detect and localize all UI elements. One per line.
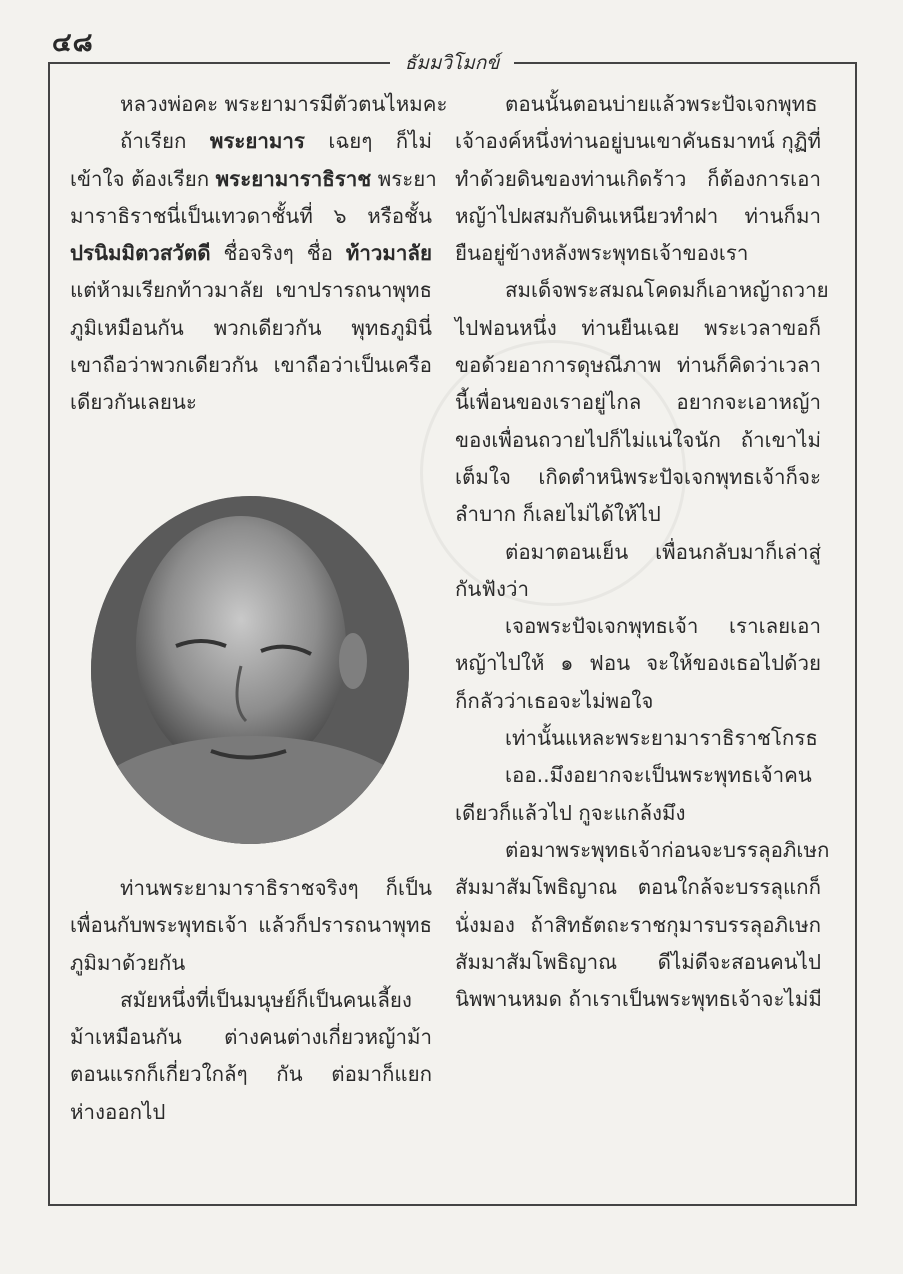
text-line: เขาถือว่าพวกเดียวกัน เขาถือว่าเป็นเครือ bbox=[70, 353, 432, 378]
text-line: เออ..มึงอยากจะเป็นพระพุทธเจ้าคน bbox=[505, 763, 812, 788]
text-line: กันฟังว่า bbox=[455, 576, 529, 601]
text-line: ของเพื่อนถวายไปก็ไม่แน่ใจนัก ถ้าเขาไม่ bbox=[455, 427, 821, 452]
monk-portrait-photo bbox=[91, 496, 409, 844]
bold-term: พระยามาราธิราช bbox=[215, 166, 372, 191]
text-line: เจ้าองค์หนึ่งท่านอยู่บนเขาคันธมาทน์ กุฏิที่ bbox=[455, 129, 822, 154]
text-line: ภูมิมาด้วยกัน bbox=[70, 950, 186, 975]
text-line: หลวงพ่อคะ พระยามารมีตัวตนไหมคะ bbox=[120, 92, 448, 116]
text-line: ท่านพระยามาราธิราชจริงๆ ก็เป็น bbox=[120, 876, 432, 900]
bold-term: พระยามาร bbox=[209, 129, 305, 154]
text-line: ทำด้วยดินของท่านเกิดร้าว ก็ต้องการเอา bbox=[455, 166, 821, 191]
text-line: สมเด็จพระสมณโคดมก็เอาหญ้าถวาย bbox=[505, 278, 829, 303]
text-line: แต่ห้ามเรียกท้าวมาลัย เขาปรารถนาพุทธ bbox=[70, 278, 432, 303]
text-line: ปรนิมมิตวสวัตดี ชื่อจริงๆ ชื่อ ท้าวมาลัย bbox=[70, 241, 432, 266]
text-line: ภูมิเหมือนกัน พวกเดียวกัน พุทธภูมินี่ bbox=[70, 315, 432, 340]
text-line: เดียวก็แล้วไป กูจะแกล้งมึง bbox=[455, 800, 686, 825]
text-line: ต่อมาพระพุทธเจ้าก่อนจะบรรลุอภิเษก bbox=[505, 837, 830, 862]
page-number: ๔๘ bbox=[52, 28, 94, 58]
text-line: ถ้าเรียก พระยามาร เฉยๆ ก็ไม่ bbox=[120, 129, 433, 154]
running-header: ธัมมวิโมกข์ bbox=[404, 52, 500, 74]
text-line: ลำบาก ก็เลยไม่ได้ให้ไป bbox=[455, 502, 661, 527]
text-line: นี้เพื่อนของเราอยู่ไกล อยากจะเอาหญ้า bbox=[455, 390, 821, 415]
text-line: ห่างออกไป bbox=[70, 1099, 166, 1124]
text-line: ตอนนั้นตอนบ่ายแล้วพระปัจเจกพุทธ bbox=[505, 92, 818, 116]
text-line: เดียวกันเลยนะ bbox=[70, 390, 197, 415]
text-line: นั่งมอง ถ้าสิทธัตถะราชกุมารบรรลุอภิเษก bbox=[455, 912, 821, 937]
text-line: ยืนอยู่ข้างหลังพระพุทธเจ้าของเรา bbox=[455, 241, 749, 266]
text-line: สัมมาสัมโพธิญาณ ตอนใกล้จะบรรลุแกก็ bbox=[455, 875, 821, 900]
left-column-top bbox=[70, 86, 448, 422]
text-line: สัมมาสัมโพธิญาณ ดีไม่ดีจะสอนคนไป bbox=[455, 949, 821, 974]
text-line: หญ้าไปผสมกับดินเหนียวทำฝา ท่านก็มา bbox=[455, 203, 821, 228]
bold-term: ท้าวมาลัย bbox=[345, 241, 432, 266]
text-line: เพื่อนกับพระพุทธเจ้า แล้วก็ปรารถนาพุทธ bbox=[70, 913, 432, 938]
text-line: ไปฟอนหนึ่ง ท่านยืนเฉย พระเวลาขอก็ bbox=[455, 315, 821, 340]
text-line: สมัยหนึ่งที่เป็นมนุษย์ก็เป็นคนเลี้ยง bbox=[120, 987, 412, 1012]
text-line: หญ้าไปให้ ๑ ฟอน จะให้ของเธอไปด้วย bbox=[455, 651, 821, 676]
bold-term: ปรนิมมิตวสวัตดี bbox=[70, 241, 211, 266]
text-line: ม้าเหมือนกัน ต่างคนต่างเกี่ยวหญ้าม้า bbox=[70, 1025, 432, 1050]
text-line: เท่านั้นแหละพระยามาราธิราชโกรธ bbox=[505, 726, 818, 751]
text-line: เข้าใจ ต้องเรียก พระยามาราธิราช พระยา bbox=[70, 166, 437, 191]
right-column bbox=[455, 86, 830, 1018]
text-line: ตอนแรกก็เกี่ยวใกล้ๆ กัน ต่อมาก็แยก bbox=[70, 1062, 432, 1087]
text-line: มาราธิราชนี่เป็นเทวดาชั้นที่ ๖ หรือชั้น bbox=[70, 203, 432, 228]
text-line: เต็มใจ เกิดตำหนิพระปัจเจกพุทธเจ้าก็จะ bbox=[455, 464, 821, 489]
text-line: ต่อมาตอนเย็น เพื่อนกลับมาก็เล่าสู่ bbox=[505, 539, 821, 564]
text-line: นิพพานหมด ถ้าเราเป็นพระพุทธเจ้าจะไม่มี bbox=[455, 987, 822, 1012]
text-line: เจอพระปัจเจกพุทธเจ้า เราเลยเอา bbox=[505, 614, 821, 639]
text-line: ก็กลัวว่าเธอจะไม่พอใจ bbox=[455, 688, 654, 713]
text-line: ขอด้วยอาการดุษณีภาพ ท่านก็คิดว่าเวลา bbox=[455, 353, 821, 378]
left-column-bottom bbox=[70, 870, 432, 1131]
